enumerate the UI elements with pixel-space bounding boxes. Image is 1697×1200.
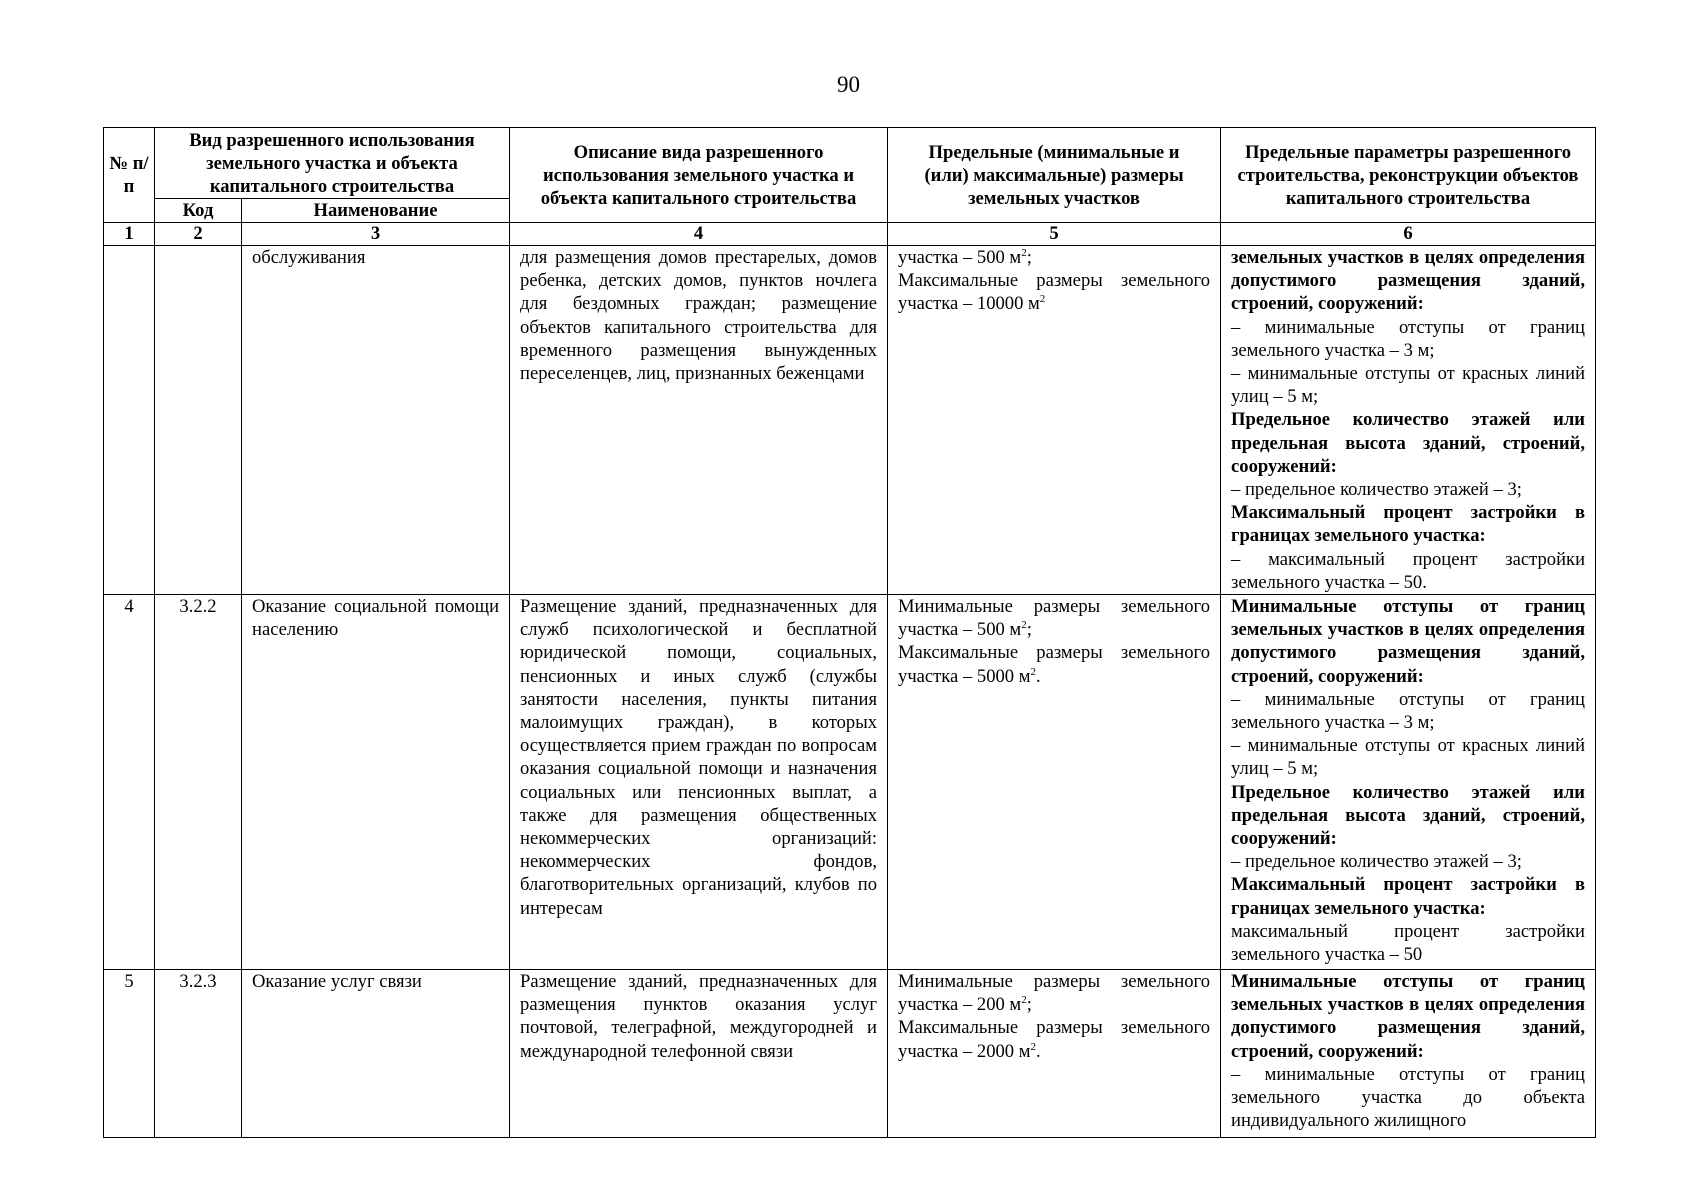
row-num: 4 — [104, 595, 155, 970]
param-item: максимальный процент застройки земельного участка – 50 — [1231, 920, 1586, 966]
column-number-row — [104, 223, 1596, 246]
row-num: 5 — [104, 970, 155, 1138]
param-item: – предельное количество этажей – 3; — [1231, 479, 1522, 501]
header-kind: Вид разрешенного использования земельного участка и объекта капитального строительства — [155, 128, 510, 199]
param-heading: Минимальные отступы от границ земельных участков в целях определения допустимого размещения зданий, строений, сооружений: — [1231, 596, 1586, 687]
row-name: Оказание социальной помощи населению — [242, 595, 510, 970]
header-description: Описание вида разрешенного использования земельного участка и объекта капитального строительства — [510, 128, 888, 223]
row-params — [1221, 246, 1596, 595]
header-num: № п/п — [104, 128, 155, 223]
header-name: Наименование — [242, 199, 510, 223]
row-params — [1221, 595, 1596, 970]
column-number: 1 — [104, 223, 155, 246]
param-heading: земельных участков в целях определения допустимого размещения зданий, строений, сооружений: — [1231, 247, 1586, 315]
column-number: 5 — [888, 223, 1221, 246]
param-item: – минимальные отступы от красных линий улиц – 5 м; — [1231, 363, 1586, 408]
size-min: участка – 500 $м^2$; — [898, 247, 1032, 268]
row-num — [104, 246, 155, 595]
row-name: Оказание услуг связи — [242, 970, 510, 1138]
column-number: 2 — [155, 223, 242, 246]
table-row — [104, 970, 1596, 1138]
size-max: Максимальные размеры земельного участка – 2000 $м^2$. — [898, 1017, 1211, 1062]
page-number: 90 — [837, 72, 860, 97]
row-params — [1221, 970, 1596, 1138]
header-params: Предельные параметры разрешенного строительства, реконструкции объектов капитального строительства — [1221, 128, 1596, 223]
column-number: 4 — [510, 223, 888, 246]
land-use-table — [103, 127, 1596, 1138]
size-max: Максимальные размеры земельного участка – 5000 $м^2$. — [898, 642, 1211, 687]
row-sizes — [888, 595, 1221, 970]
column-number: 6 — [1221, 223, 1596, 246]
param-item: – максимальный процент застройки земельного участка – 50. — [1231, 548, 1586, 593]
row-code: 3.2.2 — [155, 595, 242, 970]
row-description: Размещение зданий, предназначенных для служб психологической и бесплатной юридической помощи, социальных, пенсионных и иных служб (службы занятости населения, пункты питания малоимущих граждан), в которых осуществляется прием граждан по вопросам оказания социальной помощи и назначения социальных или пенсионных выплат, а также для размещения общественных некоммерческих организаций: некоммерческих фондов, благотворительных организаций, клубов по интересам — [510, 595, 888, 970]
header-row — [104, 128, 1596, 199]
param-item: – минимальные отступы от границ земельного участка – 3 м; — [1231, 316, 1586, 361]
param-heading: Минимальные отступы от границ земельных участков в целях определения допустимого размещения зданий, строений, сооружений: — [1231, 971, 1586, 1062]
row-description: для размещения домов престарелых, домов ребенка, детских домов, пунктов ночлега для бездомных граждан; размещение объектов капитального строительства для временного размещения вынужденных переселенцев, лиц, признанных беженцами — [510, 246, 888, 595]
row-description: Размещение зданий, предназначенных для размещения пунктов оказания услуг почтовой, телеграфной, междугородней и международной телефонной связи — [510, 970, 888, 1138]
size-max: Максимальные размеры земельного участка – 10000 $м^2$ — [898, 270, 1211, 315]
column-number: 3 — [242, 223, 510, 246]
param-item: – предельное количество этажей – 3; — [1231, 851, 1522, 873]
table-row — [104, 246, 1596, 595]
row-sizes — [888, 970, 1221, 1138]
param-heading: Предельное количество этажей или предельная высота зданий, строений, сооружений: — [1231, 409, 1586, 477]
row-name: обслуживания — [242, 246, 510, 595]
row-code — [155, 246, 242, 595]
size-min: Минимальные размеры земельного участка – 200 $м^2$; — [898, 971, 1211, 1016]
param-item: – минимальные отступы от красных линий улиц – 5 м; — [1231, 735, 1586, 780]
param-heading: Максимальный процент застройки в границах земельного участка: — [1231, 874, 1586, 919]
param-heading: Предельное количество этажей или предельная высота зданий, строений, сооружений: — [1231, 781, 1586, 850]
param-heading: Максимальный процент застройки в границах земельного участка: — [1231, 502, 1586, 547]
row-sizes — [888, 246, 1221, 595]
row-code: 3.2.3 — [155, 970, 242, 1138]
param-item: – минимальные отступы от границ земельного участка до объекта индивидуального жилищного — [1231, 1063, 1586, 1132]
size-min: Минимальные размеры земельного участка – 500 $м^2$; — [898, 596, 1211, 641]
param-item: – минимальные отступы от границ земельного участка – 3 м; — [1231, 688, 1586, 734]
header-sizes: Предельные (минимальные и (или) максимальные) размеры земельных участков — [888, 128, 1221, 223]
header-code: Код — [155, 199, 242, 223]
table-row — [104, 595, 1596, 970]
